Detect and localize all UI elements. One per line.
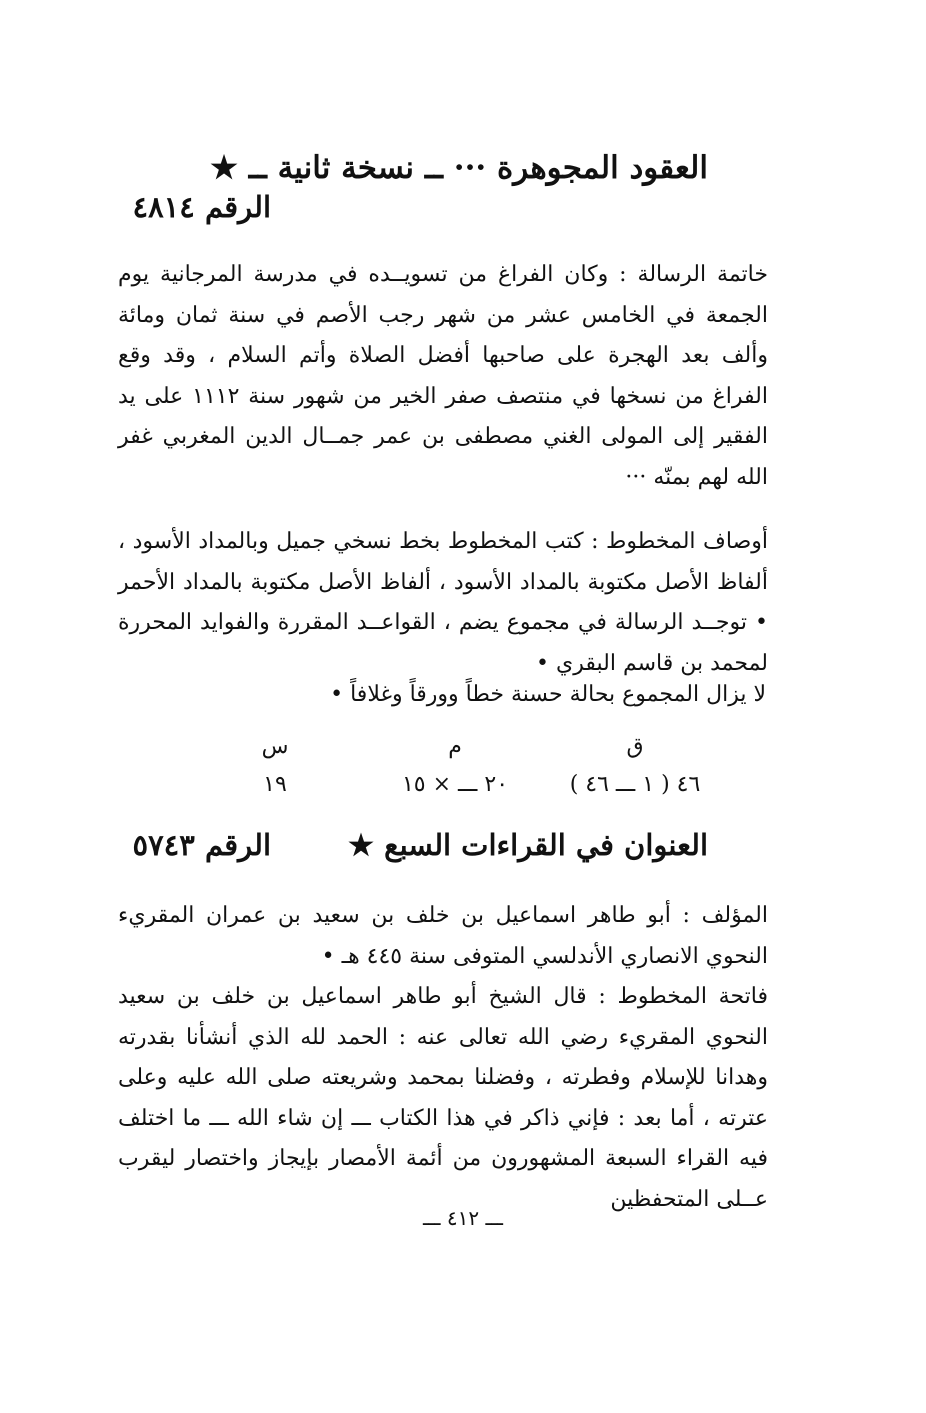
table-value-folios: ٤٦ ( ١ ـــ ٤٦ ) — [569, 772, 701, 797]
page-number: ـــ ٤١٢ ـــ — [422, 1206, 504, 1230]
colophon-text: خاتمة الرسالة : وكان الفراغ من تسويــده في مدرسة المرجانية يوم الجمعة في الخامس عشر من شهر رجب الأصم في سنة ثمان ومائة وألف بعد الهجرة على صاحبها أفضل الصلاة وأتم السلام ، وقد وقع الفراغ من نسخها في منتصف صفر الخير من شهور سنة ١١١٢ على يد الفقير إلى المولى الغني مصطفى بن عمر جمــال الدين المغربي غفر الله لهم بمنّه ··· — [118, 262, 768, 490]
entry2-opening-paragraph — [118, 977, 768, 1220]
entry2-author-paragraph — [118, 896, 768, 977]
table-header-dimensions: م — [448, 734, 462, 759]
entry1-colophon-paragraph — [118, 255, 768, 498]
table-value-dimensions: ٢٠ ـــ × ١٥ — [401, 772, 509, 797]
table-header-row — [190, 728, 720, 766]
entry1-title: العقود المجوهرة ··· ــ نسخة ثانية ــ ★ — [210, 150, 708, 186]
author-text: المؤلف : أبو طاهر اسماعيل بن خلف بن سعيد بن عمران المقريء النحوي الانصاري الأندلسي المتوفى سنة ٤٤٥ هـ • — [118, 903, 768, 969]
entry2-title: العنوان في القراءات السبع ★ — [348, 828, 708, 862]
table-value-lines: ١٩ — [263, 772, 287, 797]
table-header-folios: ق — [626, 734, 644, 759]
table-header-lines: س — [261, 734, 289, 759]
entry1-description-paragraph — [118, 522, 768, 684]
opening-text: فاتحة المخطوط : قال الشيخ أبو طاهر اسماعيل بن خلف بن سعيد النحوي المقريء رضي الله تعالى عنه : الحمد لله الذي أنشأنا بقدرته وهدانا للإسلام وفطرته ، وفضلنا بمحمد وشريعته صلى الله عليه وعلى عترته ، أما بعد : فإني ذاكر في هذا الكتاب ـــ إن شاء الله ـــ ما اختلف فيه القراء السبعة المشهورون من أئمة الأمصار بإيجاز واختصار ليقرب عــلى المتحفظين — [118, 984, 768, 1212]
entry1-condition: لا يزال المجموع بحالة حسنة خطاً وورقاً وغلافاً • — [330, 682, 766, 707]
entry1-number: الرقم ٤٨١٤ — [132, 190, 271, 224]
table-value-row — [190, 766, 720, 804]
entry1-physical-table — [190, 728, 720, 804]
entry2-number: الرقم ٥٧٤٣ — [132, 828, 271, 862]
description-text: أوصاف المخطوط : كتب المخطوط بخط نسخي جميل وبالمداد الأسود ، ألفاظ الأصل مكتوبة بالمداد الأسود ، ألفاظ الأصل مكتوبة بالمداد الأحمر • توجــد الرسالة في مجموع يضم ، القواعــد المقررة والفوايد المحررة لمحمد بن قاسم البقري • — [118, 529, 768, 676]
